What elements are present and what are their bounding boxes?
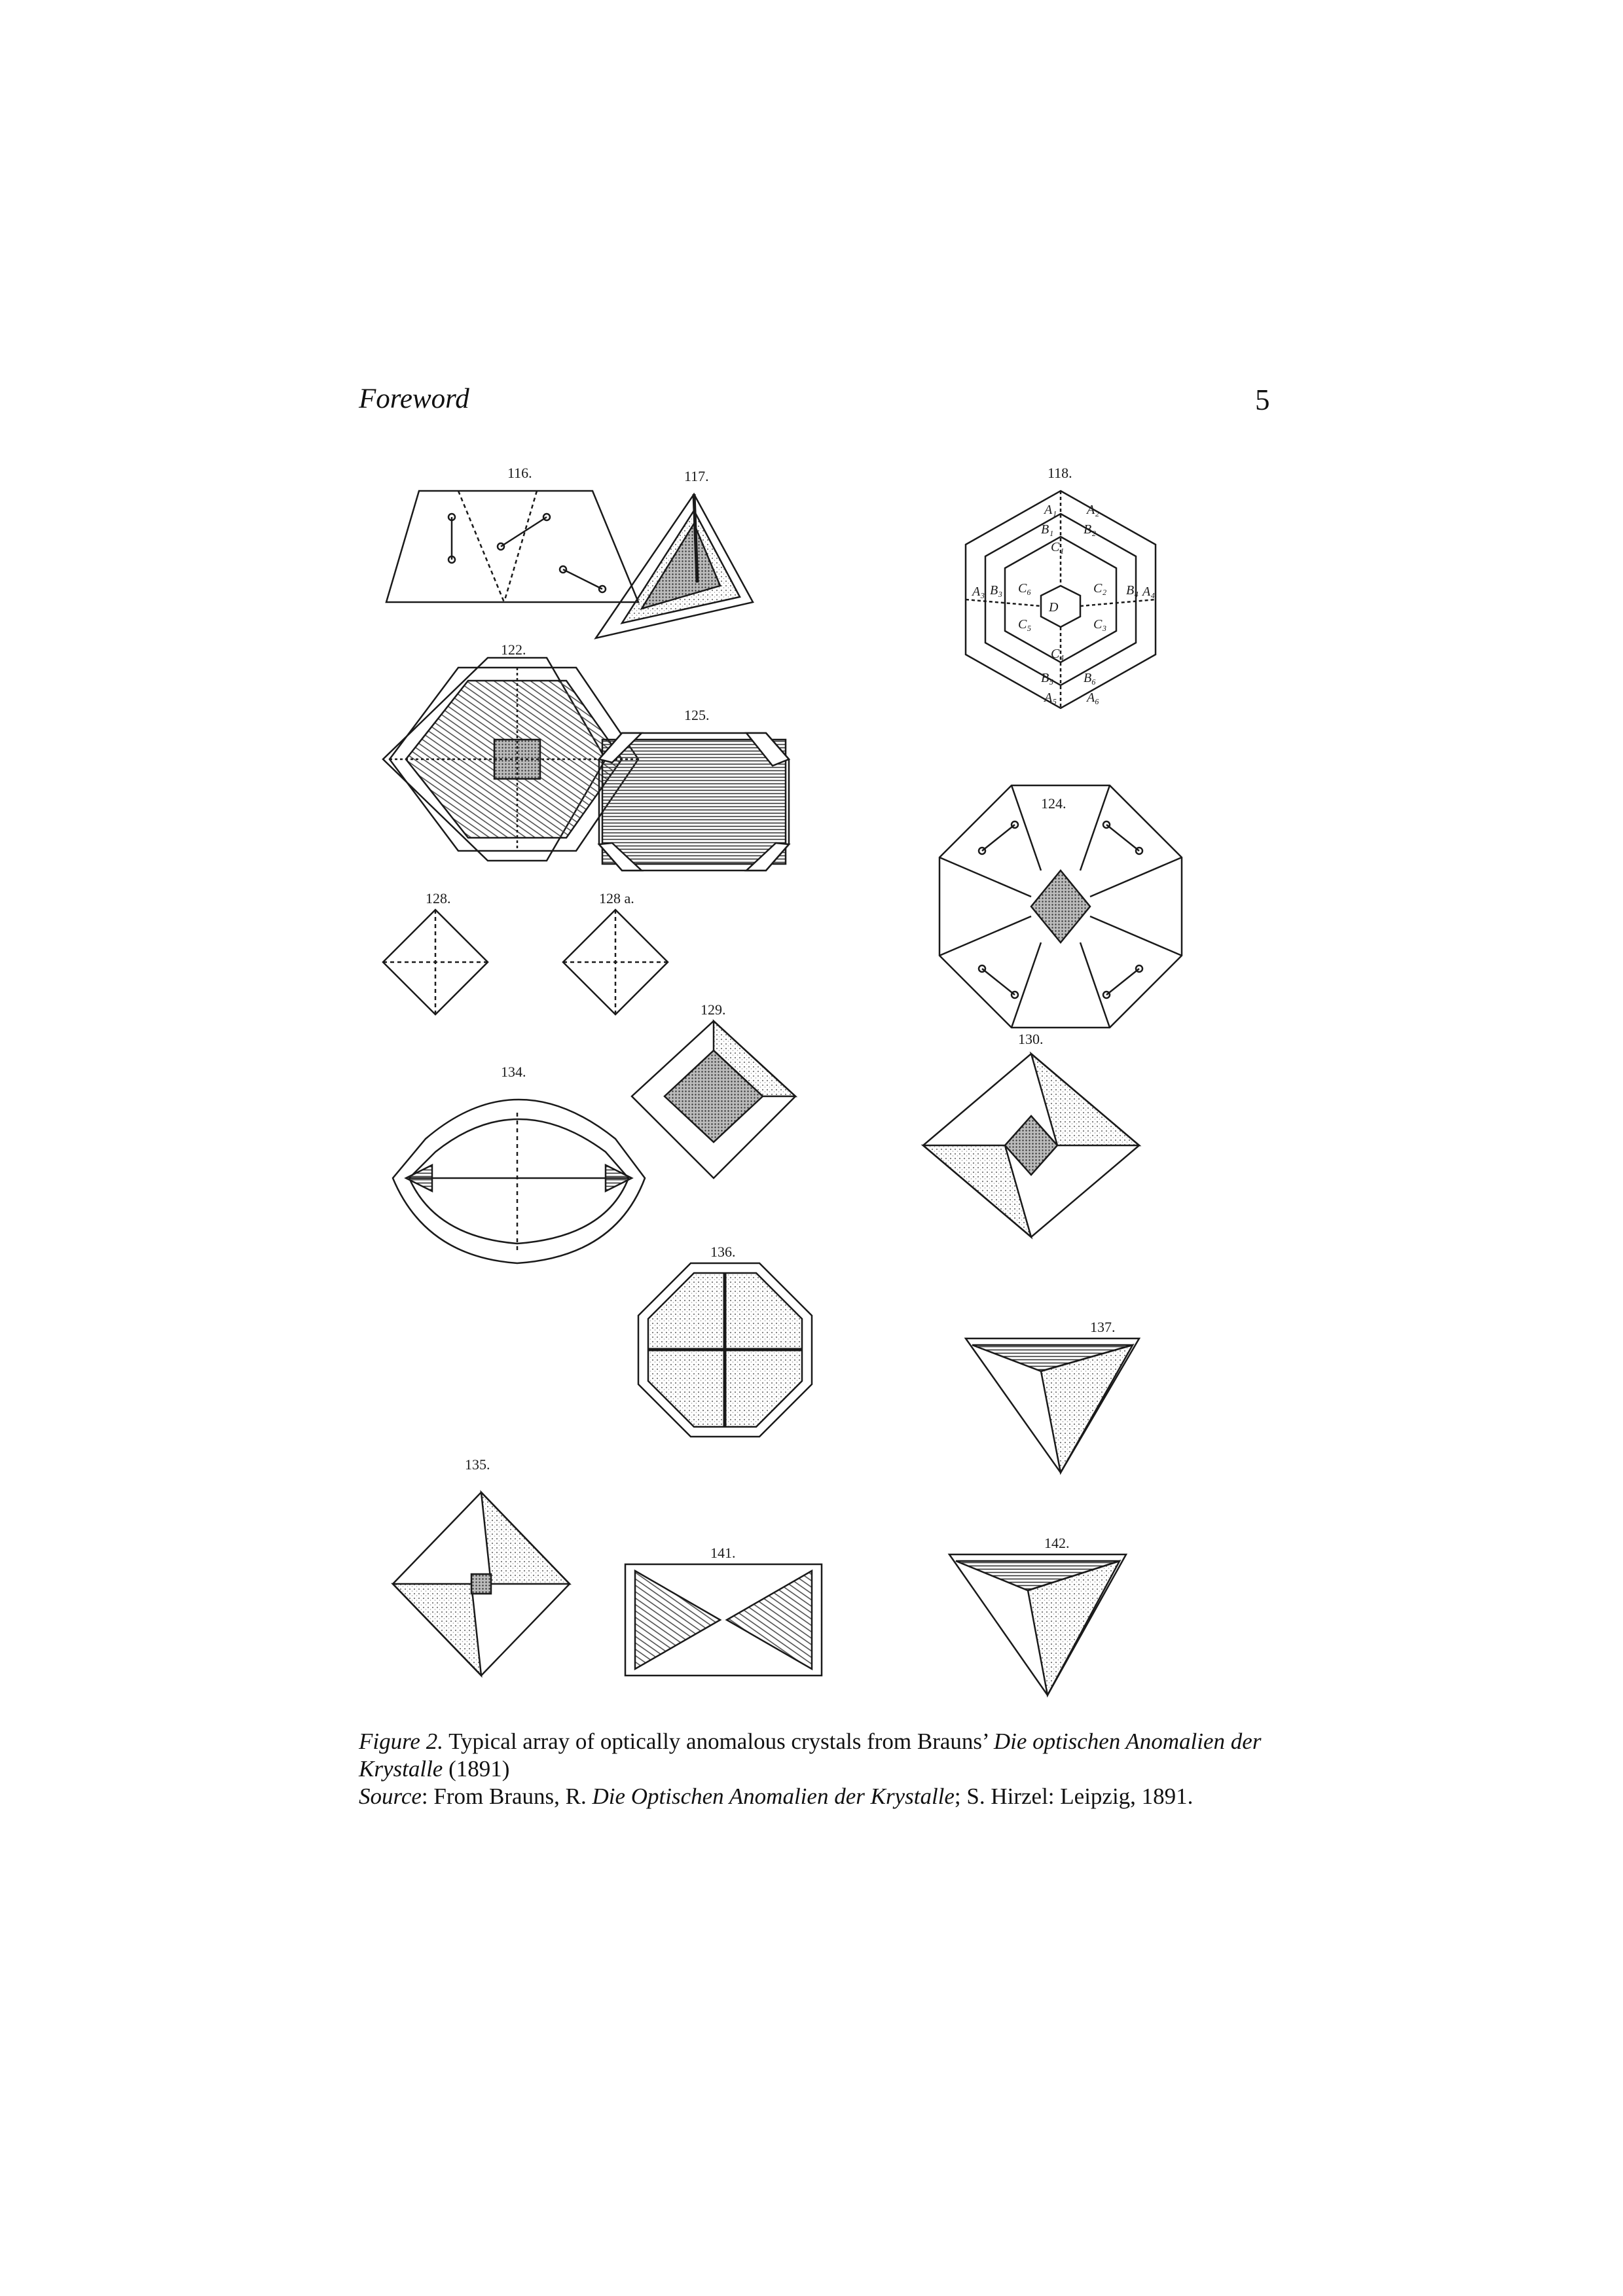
caption-figure-line bbox=[359, 1728, 1269, 1783]
svg-text:C₅: C₅ bbox=[1018, 617, 1032, 632]
crystal-134 bbox=[393, 1100, 645, 1263]
fig-number-116: 116. bbox=[507, 465, 532, 481]
crystal-117 bbox=[596, 494, 753, 638]
figure-label: Figure 2. bbox=[359, 1729, 443, 1754]
source-book-title: Die Optischen Anomalien der Krystalle bbox=[592, 1784, 955, 1809]
fig-number-117: 117. bbox=[684, 468, 709, 484]
fig-number-128: 128. bbox=[426, 890, 451, 906]
svg-text:C₁: C₁ bbox=[1051, 540, 1065, 554]
fig-number-124: 124. bbox=[1041, 795, 1067, 812]
svg-text:D: D bbox=[1049, 600, 1059, 615]
source-text-1: : From Brauns, R. bbox=[421, 1784, 587, 1809]
svg-text:A₆: A₆ bbox=[1087, 691, 1100, 705]
crystal-137 bbox=[966, 1338, 1139, 1473]
source-text-2: ; S. Hirzel: Leipzig, 1891. bbox=[954, 1784, 1194, 1809]
fig-number-137: 137. bbox=[1090, 1319, 1116, 1335]
svg-text:B₅: B₅ bbox=[1041, 671, 1054, 685]
figure-caption bbox=[359, 1728, 1269, 1810]
crystal-135 bbox=[393, 1492, 570, 1676]
fig-number-142: 142. bbox=[1044, 1535, 1070, 1551]
svg-text:C₆: C₆ bbox=[1018, 581, 1032, 596]
running-head: Foreword bbox=[359, 384, 469, 414]
crystal-130 bbox=[923, 1054, 1139, 1237]
crystal-129 bbox=[632, 1021, 795, 1178]
crystal-plate-figure bbox=[354, 452, 1224, 1715]
crystal-141 bbox=[625, 1564, 822, 1676]
svg-text:A₁: A₁ bbox=[1044, 503, 1057, 517]
fig-number-134: 134. bbox=[501, 1064, 526, 1080]
fig-number-135: 135. bbox=[465, 1456, 490, 1473]
crystal-128a bbox=[563, 910, 668, 1014]
fig-number-130: 130. bbox=[1018, 1031, 1044, 1047]
crystal-116 bbox=[386, 491, 638, 602]
svg-text:C₃: C₃ bbox=[1093, 617, 1107, 632]
source-label: Source bbox=[359, 1784, 422, 1809]
fig-number-122: 122. bbox=[501, 641, 526, 658]
svg-text:A₄: A₄ bbox=[1142, 584, 1156, 599]
svg-text:B₃: B₃ bbox=[990, 583, 1003, 598]
svg-text:C₄: C₄ bbox=[1051, 647, 1065, 661]
crystal-125 bbox=[599, 733, 789, 870]
svg-text:C₂: C₂ bbox=[1093, 581, 1107, 596]
svg-text:B₁: B₁ bbox=[1041, 522, 1054, 537]
figure-text: Typical array of optically anomalous crystals from Brauns’ bbox=[448, 1729, 989, 1754]
crystal-136 bbox=[638, 1263, 812, 1437]
fig-number-141: 141. bbox=[710, 1545, 736, 1561]
crystal-142 bbox=[949, 1554, 1126, 1695]
crystal-124 bbox=[939, 785, 1182, 1028]
fig-number-125: 125. bbox=[684, 707, 710, 723]
svg-text:A₂: A₂ bbox=[1087, 503, 1100, 517]
figure-book-title: Die optischen Anomalien der Krystalle bbox=[359, 1729, 1262, 1782]
page-number: 5 bbox=[1255, 384, 1270, 416]
svg-text:B₄: B₄ bbox=[1126, 583, 1139, 598]
figure-year: (1891) bbox=[448, 1756, 510, 1782]
svg-text:B₆: B₆ bbox=[1084, 671, 1097, 685]
fig-number-129: 129. bbox=[701, 1001, 726, 1018]
svg-text:A₅: A₅ bbox=[1044, 691, 1057, 705]
fig-number-136: 136. bbox=[710, 1244, 736, 1260]
svg-text:A₃: A₃ bbox=[972, 584, 985, 599]
fig-number-118: 118. bbox=[1048, 465, 1072, 481]
crystal-128 bbox=[383, 910, 488, 1014]
caption-source-line bbox=[359, 1783, 1269, 1810]
crystal-118 bbox=[966, 491, 1156, 708]
fig-number-128a: 128 a. bbox=[599, 890, 634, 906]
svg-text:B₂: B₂ bbox=[1084, 522, 1097, 537]
